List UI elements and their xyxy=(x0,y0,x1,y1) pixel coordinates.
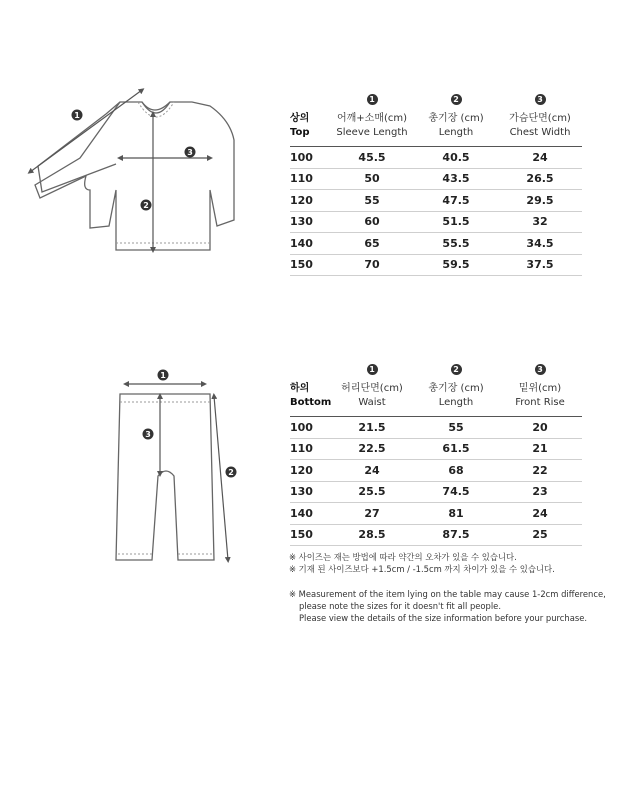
svg-text:2: 2 xyxy=(143,201,149,210)
marker-1-icon xyxy=(158,370,169,381)
column-header: 밑위(cm) Front Rise xyxy=(498,376,582,417)
table-row: 120 55 47.5 29.5 xyxy=(290,190,582,212)
category-header: 상의 Top xyxy=(290,106,330,147)
note-line: please note the sizes for it doesn't fit all people. xyxy=(299,601,501,611)
top-diagram xyxy=(20,80,250,270)
badge-2-icon: 2 xyxy=(451,94,462,105)
badge-2-icon: 2 xyxy=(451,364,462,375)
badge-3-icon: 3 xyxy=(535,94,546,105)
bottom-diagram xyxy=(110,362,250,572)
table-row: 110 50 43.5 26.5 xyxy=(290,168,582,190)
marker-1-icon xyxy=(72,110,83,121)
column-header: 총기장 (cm) Length xyxy=(414,376,498,417)
notes-english xyxy=(289,588,629,624)
bottom-size-table xyxy=(290,356,582,546)
badge-3-icon: 3 xyxy=(535,364,546,375)
badge-1-icon: 1 xyxy=(367,364,378,375)
table-row: 120 24 68 22 xyxy=(290,460,582,482)
table-row: 140 27 81 24 xyxy=(290,503,582,525)
badge-1-icon: 1 xyxy=(367,94,378,105)
marker-2-icon xyxy=(141,200,152,211)
note-line: ※ 기재 된 사이즈보다 +1.5cm / -1.5cm 까지 차이가 있을 수 있습니다. xyxy=(289,564,555,574)
svg-text:1: 1 xyxy=(160,371,166,380)
marker-3-icon xyxy=(185,147,196,158)
table-row: 140 65 55.5 34.5 xyxy=(290,233,582,255)
notes-korean xyxy=(289,551,629,575)
svg-text:1: 1 xyxy=(74,111,80,120)
svg-text:3: 3 xyxy=(145,430,151,439)
note-line: Please view the details of the size information before your purchase. xyxy=(299,613,588,623)
table-row: 110 22.5 61.5 21 xyxy=(290,438,582,460)
table-row: 130 60 51.5 32 xyxy=(290,211,582,233)
top-size-table xyxy=(290,86,582,276)
table-row: 150 70 59.5 37.5 xyxy=(290,254,582,276)
badge-row xyxy=(290,86,582,106)
table-row: 130 25.5 74.5 23 xyxy=(290,481,582,503)
column-header: 어깨+소매(cm) Sleeve Length xyxy=(330,106,414,147)
table-row: 100 45.5 40.5 24 xyxy=(290,147,582,169)
table-row: 100 21.5 55 20 xyxy=(290,417,582,439)
header-row xyxy=(290,106,582,147)
shirt-illustration xyxy=(20,80,250,270)
column-header: 가슴단면(cm) Chest Width xyxy=(498,106,582,147)
header-row xyxy=(290,376,582,417)
svg-text:3: 3 xyxy=(187,148,193,157)
badge-row xyxy=(290,356,582,376)
category-header: 하의 Bottom xyxy=(290,376,330,417)
note-line: ※ 사이즈는 재는 방법에 따라 약간의 오차가 있을 수 있습니다. xyxy=(289,552,517,562)
pants-illustration xyxy=(110,362,250,572)
column-header: 허리단면(cm) Waist xyxy=(330,376,414,417)
note-line: ※ Measurement of the item lying on the table may cause 1-2cm difference, xyxy=(289,589,606,599)
marker-3-icon xyxy=(143,429,154,440)
marker-2-icon xyxy=(226,467,237,478)
svg-text:2: 2 xyxy=(228,468,234,477)
table-row: 150 28.5 87.5 25 xyxy=(290,524,582,546)
column-header: 총기장 (cm) Length xyxy=(414,106,498,147)
